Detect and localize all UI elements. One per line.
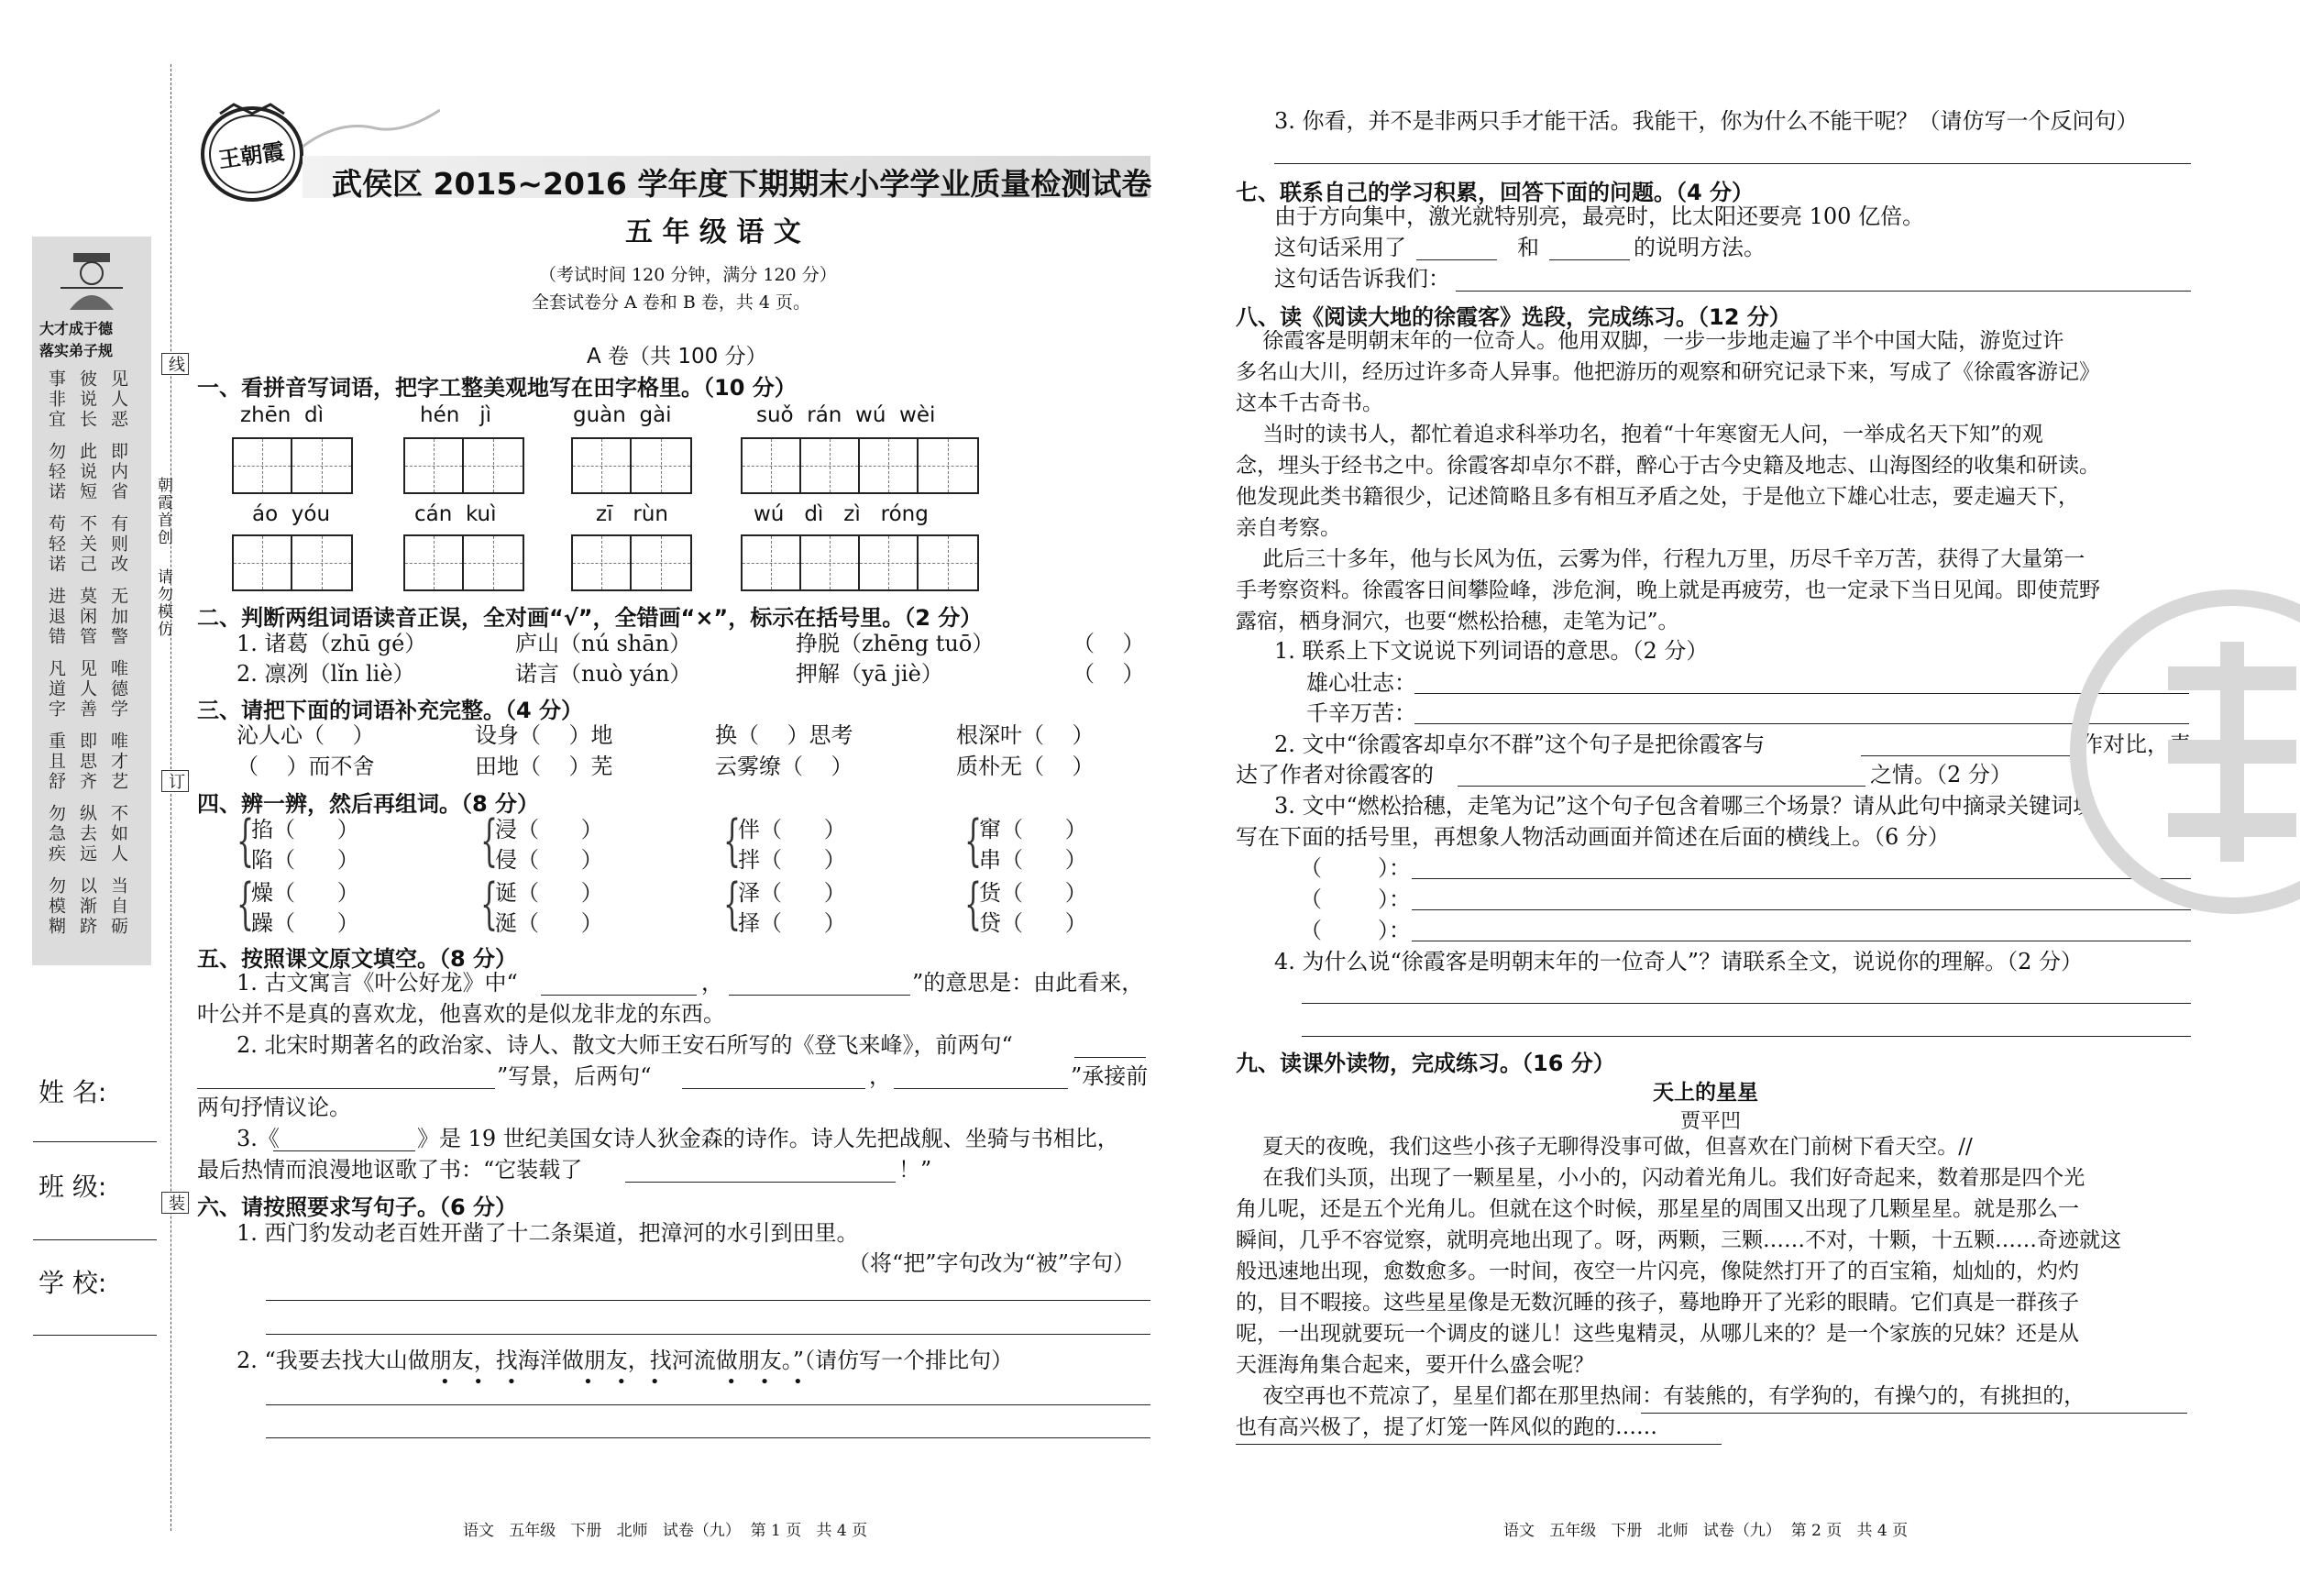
writing-grid-7[interactable] — [571, 534, 692, 591]
q4-word-pair[interactable]: 掐（ ） — [251, 817, 359, 842]
sidebar-motto-text: 勿急疾 — [46, 804, 66, 864]
q5-line-7a: 最后热情而浪漫地讴歌了书：“它装载了 — [197, 1157, 583, 1183]
q7-method-a: 这句话采用了 — [1274, 235, 1406, 260]
q4-word-pair[interactable]: 串（ ） — [979, 847, 1087, 873]
q8-passage-line: 多名山大川，经历过许多奇人异事。他把游历的观察和研究记录下来，写成了《徐霞客游记》 — [1236, 360, 2100, 384]
sidebar-motto-text: 唯德学 — [108, 659, 128, 720]
q9-passage-line: 般迅速地出现，愈数愈多。一时间，夜空一片闪亮，像陡然打开了的百宝箱，灿灿的，灼灼 — [1236, 1260, 2079, 1283]
q8-passage-line: 念，埋头于经书之中。徐霞客却卓尔不群，醉心于古今史籍及地志、山海图经的收集和研读。 — [1236, 454, 2100, 478]
q5-line-4c: ”承接前 — [1071, 1063, 1149, 1089]
q5-line-5: 两句抒情议论。 — [197, 1095, 351, 1120]
sidebar-motto-text: 见人恶 — [108, 369, 128, 430]
q9-passage-line: 夏天的夜晚，我们这些小孩子无聊得没事可做，但喜欢在门前树下看天空。// — [1236, 1135, 1973, 1159]
q8-sub-2c: 达了作者对徐霞客的 — [1236, 762, 1434, 787]
q8-passage-line: 徐霞客是明朝末年的一位奇人。他用双脚，一步一步地走遍了半个中国大陆，游览过许 — [1236, 329, 2064, 353]
sidebar-motto-text: 见人善 — [77, 659, 97, 720]
q6-answer-line-1[interactable] — [266, 1300, 1150, 1301]
q8-sub-1: 1. 联系上下文说说下列词语的意思。（2 分） — [1274, 638, 1709, 664]
q9-passage-title: 天上的星星 — [1653, 1081, 1758, 1105]
q4-word-pair[interactable]: 贷（ ） — [979, 910, 1087, 936]
sidebar-motto-text: 即内省 — [108, 442, 128, 502]
sidebar-motto-text: 进退错 — [46, 587, 66, 647]
q8-sub-2-blank-1[interactable] — [1861, 755, 2070, 756]
q8-sub-2d: 之情。（2 分） — [1870, 762, 2012, 787]
q2-item-2c: 押解（yā jiè） — [796, 661, 943, 687]
sidebar-motto-text: 彼说长 — [77, 369, 97, 430]
q3-item[interactable]: 根深叶（ ） — [956, 722, 1095, 748]
q5-blank-3[interactable] — [1074, 1057, 1146, 1058]
sidebar-motto-text: 不关己 — [77, 514, 97, 575]
copyright-note-1: 朝霞首创 — [154, 477, 172, 546]
q9-passage-line: 的，目不暇接。这些星星像是无数沉睡的孩子，蓦地睁开了光彩的眼睛。它们真是一群孩子 — [1236, 1291, 2079, 1315]
q5-heading: 五、按照课文原文填空。（8 分） — [197, 946, 518, 972]
q9-passage-line: 角儿呢，还是五个光角儿。但就在这个时候，那星星的周围又出现了几颗星星。就是那么一 — [1236, 1197, 2079, 1221]
q6-item-1: 1. 西门豹发动老百姓开凿了十二条渠道，把漳河的水引到田里。 — [237, 1220, 859, 1246]
writing-grid-1[interactable] — [232, 437, 353, 494]
sidebar-panel — [32, 237, 151, 965]
q3-item[interactable]: 质朴无（ ） — [956, 754, 1095, 779]
pinyin-6: cán kuì — [414, 502, 497, 526]
seal-mark-1: 线 — [161, 353, 189, 375]
q2-item-1c: 挣脱（zhēng tuō） — [796, 631, 995, 656]
q2-item-1a: 1. 诸葛（zhū gé） — [237, 631, 427, 656]
q2-heading: 二、判断两组词语读音正误，全对画“√”，全错画“×”，标示在括号里。（2 分） — [197, 605, 983, 631]
q4-word-pair[interactable]: 择（ ） — [738, 910, 846, 936]
q4-word-pair[interactable]: 躁（ ） — [251, 910, 359, 936]
class-label: 班 级: — [39, 1172, 107, 1202]
q8-sub-3b: 写在下面的括号里，再想象人物活动画面并简述在后面的横线上。（6 分） — [1236, 824, 1950, 850]
q7-blank-1[interactable] — [1416, 259, 1497, 260]
sidebar-motto-text: 重且舒 — [46, 732, 66, 792]
writing-grid-4[interactable] — [741, 437, 979, 494]
pinyin-5: áo yóu — [252, 502, 331, 526]
time-note: （考试时间 120 分钟，满分 120 分） — [539, 265, 837, 285]
q2-item-2b: 诺言（nuò yán） — [515, 661, 692, 687]
brace-icon: { — [964, 809, 983, 873]
q6-answer-line-2[interactable] — [266, 1334, 1150, 1335]
brace-icon: { — [237, 809, 255, 873]
q4-word-pair[interactable]: 涎（ ） — [495, 910, 603, 936]
school-field[interactable] — [33, 1335, 157, 1336]
q4-word-pair[interactable]: 拌（ ） — [738, 847, 846, 873]
copyright-note-2: 请勿模仿 — [154, 568, 172, 638]
q5-line-7b: ！” — [898, 1157, 932, 1183]
q9-heading: 九、读课外读物，完成练习。（16 分） — [1236, 1051, 1615, 1076]
scholar-illustration — [55, 248, 128, 312]
q8-passage-line: 此后三十多年，他与长风为伍，云雾为伴，行程九万里，历尽千辛万苦，获得了大量第一 — [1236, 547, 2085, 571]
q5-line-6b: 》是 19 世纪美国女诗人狄金森的诗作。诗人先把战舰、坐骑与书相比， — [417, 1126, 1119, 1151]
q9-passage-line: 瞬间，几乎不容觉察，就明亮地出现了。呀，两颗，三颗……不对，十颗，十五颗……奇迹就这 — [1236, 1228, 2121, 1252]
name-label: 姓 名: — [39, 1077, 107, 1107]
footer-page-2: 语文 五年级 下册 北师 试卷（九） 第 2 页 共 4 页 — [1503, 1522, 1909, 1540]
q4-word-pair[interactable]: 伴（ ） — [738, 817, 846, 842]
sidebar-motto-text: 当自砺 — [108, 876, 128, 937]
emphasis-dots: • • • • • • • • • — [440, 1372, 812, 1392]
writing-grid-3[interactable] — [571, 437, 692, 494]
section-a-title: A 卷（共 100 分） — [587, 345, 767, 369]
q9-passage-line: 在我们头顶，出现了一颗星星，小小的，闪动着光角儿。我们好奇起来，数着那是四个光 — [1236, 1166, 2085, 1190]
footer-page-1: 语文 五年级 下册 北师 试卷（九） 第 1 页 共 4 页 — [463, 1522, 868, 1540]
q2-answer-1[interactable]: （ ） — [1073, 631, 1145, 656]
q9-author: 贾平凹 — [1680, 1110, 1742, 1133]
q9-passage-line: 夜空再也不荒凉了，星星们都在那里热闹：有装熊的，有学狗的，有操勺的，有挑担的， — [1236, 1384, 2085, 1408]
q9-passage-line: 也有高兴极了，提了灯笼一阵风似的跑的…… — [1236, 1415, 1657, 1439]
school-label: 学 校: — [39, 1268, 107, 1298]
q6-heading: 六、请按照要求写句子。（6 分） — [197, 1194, 518, 1220]
sidebar-motto-columns — [38, 369, 148, 956]
q8-sub-4: 4. 为什么说“徐霞客是明朝末年的一位奇人”？请联系全文，说说你的理解。（2 分） — [1274, 949, 2083, 974]
sidebar-motto-text: 此说短 — [77, 442, 97, 502]
q8-passage-line: 这本千古奇书。 — [1236, 391, 1383, 415]
q5-line-4a: ”写景，后两句“ — [497, 1063, 652, 1089]
q6-item-2: 2. “我要去找大山做朋友，找海洋做朋友，找河流做朋友。”（请仿写一个排比句） — [237, 1348, 1014, 1373]
q4-word-pair[interactable]: 陷（ ） — [251, 847, 359, 873]
sidebar-motto-text: 唯才艺 — [108, 732, 128, 792]
writing-grid-8[interactable] — [741, 534, 979, 591]
q8-term-1: 雄心壮志： — [1306, 670, 1416, 696]
q8-sub-2b: 作对比，表 — [2081, 732, 2191, 757]
q7-blank-3[interactable] — [1456, 291, 2191, 292]
q3-item[interactable]: 云雾缭（ ） — [715, 754, 853, 779]
pinyin-2: hén jì — [420, 403, 492, 427]
sidebar-motto-text: 勿模糊 — [46, 876, 66, 937]
q9-underline — [1641, 1413, 2187, 1414]
q8-sub-3a: 3. 文中“燃松拾穗，走笔为记”这个句子包含着哪三个场景？请从此句中摘录关键词填 — [1274, 793, 2096, 819]
q7-heading: 七、联系自己的学习积累，回答下面的问题。（4 分） — [1236, 180, 1755, 205]
grade-subject: 五 年 级 语 文 — [625, 216, 801, 248]
q7-blank-2[interactable] — [1549, 259, 1630, 260]
q9-passage-line: 天涯海角集合起来，要开什么盛会呢？ — [1236, 1353, 1594, 1377]
q5-line-2: 叶公并不是真的喜欢龙，他喜欢的是似龙非龙的东西。 — [197, 1001, 725, 1027]
watermark-seal — [2067, 559, 2300, 944]
q5-line-1b: ， — [701, 970, 723, 996]
q5-blank-2[interactable] — [729, 995, 910, 996]
seal-mark-3: 装 — [161, 1192, 189, 1214]
name-field[interactable] — [33, 1141, 157, 1142]
q3-item[interactable]: 设身（ ）地 — [475, 722, 613, 748]
q3-item[interactable]: 田地（ ）芜 — [475, 754, 613, 779]
q5-blank-4[interactable] — [197, 1088, 495, 1089]
brace-icon: { — [723, 809, 742, 873]
sidebar-motto-text: 事非宜 — [46, 369, 66, 430]
brand-logo-text: 王朝霞 — [216, 138, 286, 173]
parts-note: 全套试卷分 A 卷和 B 卷，共 4 页。 — [532, 292, 811, 313]
seal-mark-2: 订 — [161, 770, 189, 792]
q5-line-1c: ”的意思是：由此看来， — [912, 970, 1144, 996]
ribbon-decoration — [303, 101, 440, 156]
sidebar-motto-text: 凡道字 — [46, 659, 66, 720]
q8-sub-2a: 2. 文中“徐霞客却卓尔不群”这个句子是把徐霞客与 — [1274, 732, 1766, 757]
q4-word-pair[interactable]: 侵（ ） — [495, 847, 603, 873]
q2-item-1b: 庐山（nú shān） — [515, 631, 692, 656]
q8-answer-line-1[interactable] — [1302, 1003, 2191, 1004]
writing-grid-6[interactable] — [403, 534, 524, 591]
exam-title: 武侯区 2015~2016 学年度下期期末小学学业质量检测试卷 — [332, 166, 1152, 202]
q8-passage-line: 他发现此类书籍很少，记述简略且多有相互矛盾之处，于是他立下雄心壮志，要走遍天下， — [1236, 485, 2079, 509]
q3-item[interactable]: （ ）而不舍 — [237, 754, 375, 779]
sidebar-motto-text: 纵去远 — [77, 804, 97, 864]
q8-passage-line: 亲自考察。 — [1236, 516, 1341, 540]
motto-1: 大才成于德 — [39, 320, 114, 337]
writing-grid-2[interactable] — [403, 437, 524, 494]
sidebar-motto-text: 以渐跻 — [77, 876, 97, 937]
brace-icon: { — [480, 872, 499, 936]
q7-sentence: 由于方向集中，激光就特别亮，最亮时，比太阳还要亮 100 亿倍。 — [1274, 204, 1925, 229]
q7-method-c: 的说明方法。 — [1634, 235, 1766, 260]
q5-blank-5[interactable] — [682, 1088, 865, 1089]
sidebar-motto-text: 不如人 — [108, 804, 128, 864]
sidebar-motto-text: 即思齐 — [77, 732, 97, 792]
q8-scene-3[interactable]: （ ）： — [1300, 918, 1412, 943]
q5-blank-8[interactable] — [625, 1182, 896, 1183]
q8-passage-line: 当时的读书人，都忙着追求科举功名，抱着“十年寒窗无人问，一举成名天下知”的观 — [1236, 423, 2043, 446]
sidebar-motto-text: 莫闲管 — [77, 587, 97, 647]
brace-icon: { — [237, 872, 255, 936]
q3-item[interactable]: 换（ ）思考 — [715, 722, 853, 748]
q6-item-3: 3. 你看，并不是非两只手才能干活。我能干，你为什么不能干呢？（请仿写一个反问句） — [1274, 108, 2139, 134]
q1-heading: 一、看拼音写词语，把字工整美观地写在田字格里。（10 分） — [197, 375, 797, 401]
q9-passage-line: 呢，一出现就要玩一个调皮的谜儿！这些鬼精灵，从哪儿来的？是一个家族的兄妹？还是从 — [1236, 1322, 2079, 1346]
q4-word-pair[interactable]: 货（ ） — [979, 880, 1087, 906]
q5-blank-6[interactable] — [894, 1088, 1068, 1089]
q5-line-3: 2. 北宋时期著名的政治家、诗人、散文大师王安石所写的《登飞来峰》，前两句“ — [237, 1032, 1013, 1058]
q4-word-pair[interactable]: 燥（ ） — [251, 880, 359, 906]
q8-heading: 八、读《阅读大地的徐霞客》选段，完成练习。（12 分） — [1236, 304, 1791, 330]
sidebar-motto-text: 勿轻诺 — [46, 442, 66, 502]
q2-item-2a: 2. 凛冽（lǐn liè） — [237, 661, 415, 687]
q3-item[interactable]: 沁人心（ ） — [237, 722, 375, 748]
q8-scene-1[interactable]: （ ）： — [1300, 855, 1412, 881]
q7-method-b: 和 — [1517, 235, 1539, 260]
q6-answer-line-3[interactable] — [266, 1404, 1150, 1405]
q5-blank-7[interactable] — [273, 1150, 415, 1151]
motto-2: 落实弟子规 — [39, 342, 114, 359]
brace-icon: { — [480, 809, 499, 873]
q9-underline — [1236, 1444, 1722, 1445]
q6-item-1-instruction: （将“把”字句改为“被”字句） — [848, 1250, 1136, 1276]
pinyin-7: zī rùn — [596, 502, 669, 526]
q4-word-pair[interactable]: 诞（ ） — [495, 880, 603, 906]
class-field[interactable] — [33, 1239, 157, 1240]
sidebar-motto-text: 苟轻诺 — [46, 514, 66, 575]
q2-answer-2[interactable]: （ ） — [1073, 661, 1145, 687]
q3-heading: 三、请把下面的词语补充完整。（4 分） — [197, 698, 584, 723]
q4-word-pair[interactable]: 窜（ ） — [979, 817, 1087, 842]
q6-answer-line-5[interactable] — [1274, 163, 2191, 164]
q5-line-4b: ， — [869, 1063, 891, 1089]
sidebar-motto-text: 有则改 — [108, 514, 128, 575]
pinyin-3: guàn gài — [573, 403, 672, 427]
pinyin-8: wú dì zì róng — [754, 502, 929, 526]
q5-line-6a: 3.《 — [237, 1126, 280, 1151]
q4-heading: 四、辨一辨，然后再组词。（8 分） — [197, 791, 540, 817]
pinyin-1: zhēn dì — [240, 403, 324, 427]
brace-icon: { — [723, 872, 742, 936]
q6-answer-line-4[interactable] — [266, 1437, 1150, 1438]
q4-word-pair[interactable]: 泽（ ） — [738, 880, 846, 906]
brace-icon: { — [964, 872, 983, 936]
q7-meaning-label: 这句话告诉我们： — [1274, 266, 1450, 292]
pinyin-4: suǒ rán wú wèi — [756, 403, 936, 427]
q8-answer-line-2[interactable] — [1302, 1036, 2191, 1037]
sidebar-motto-text: 无加警 — [108, 587, 128, 647]
writing-grid-5[interactable] — [232, 534, 353, 591]
q8-term-2: 千辛万苦： — [1306, 700, 1416, 726]
q8-scene-2[interactable]: （ ）： — [1300, 886, 1412, 912]
q8-passage-line: 露宿，栖身洞穴，也要“燃松拾穗，走笔为记”。 — [1236, 610, 1679, 633]
q8-sub-2-blank-2[interactable] — [1458, 786, 1865, 787]
q5-blank-1[interactable] — [541, 995, 697, 996]
q5-line-1a: 1. 古文寓言《叶公好龙》中“ — [237, 970, 518, 996]
q8-passage-line: 手考察资料。徐霞客日间攀险峰，涉危涧，晚上就是再疲劳，也一定录下当日见闻。即使荒野 — [1236, 578, 2100, 602]
q4-word-pair[interactable]: 浸（ ） — [495, 817, 603, 842]
